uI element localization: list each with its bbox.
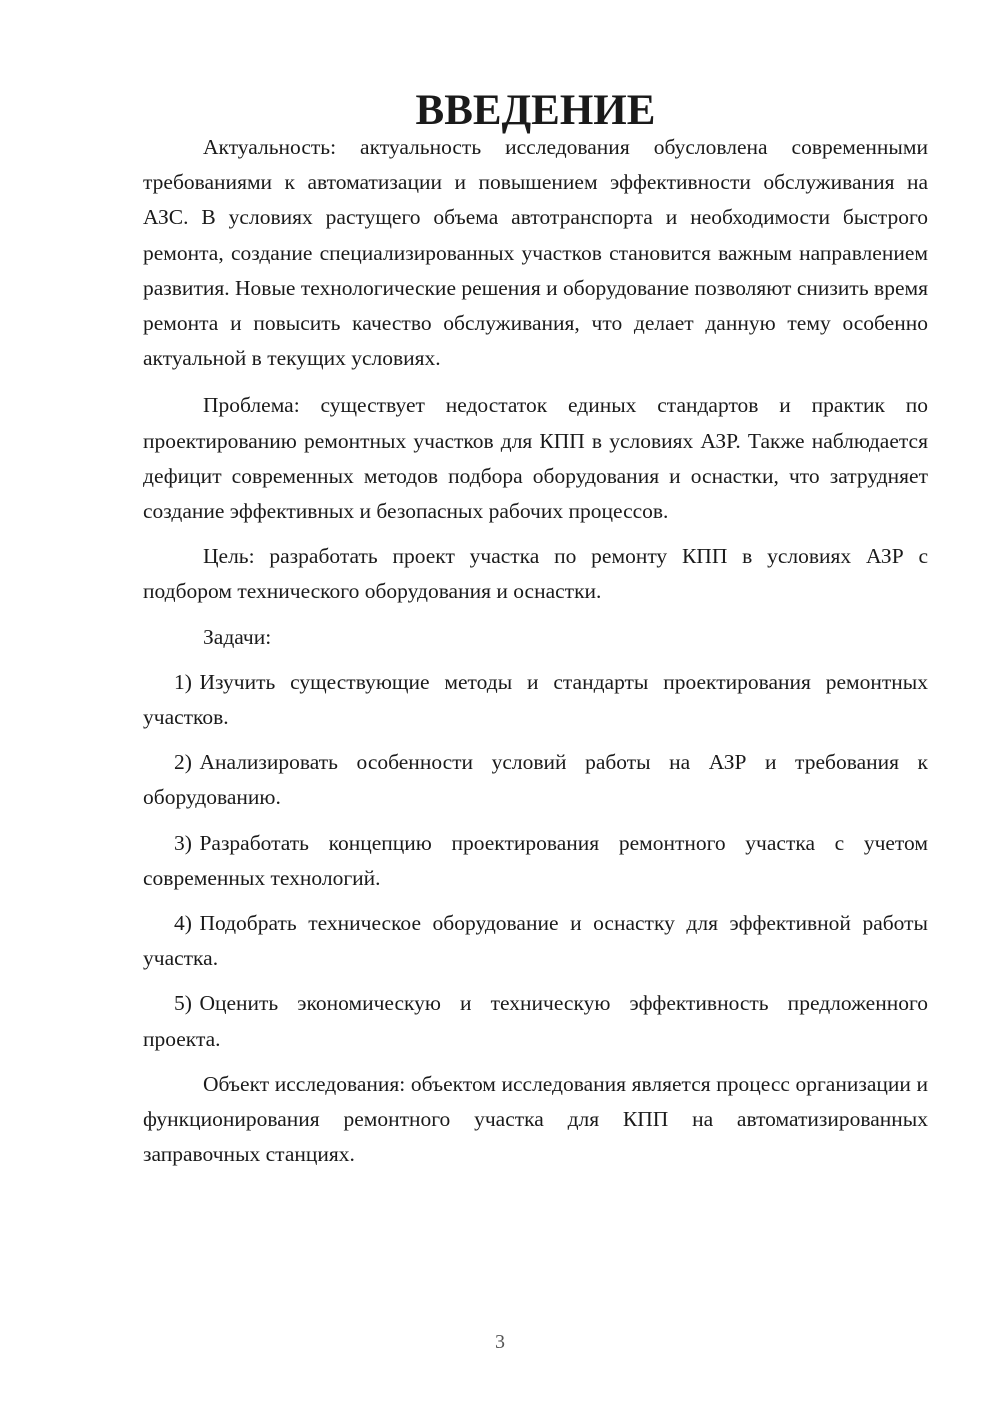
tasks-list (143, 665, 928, 1057)
list-item (143, 745, 928, 815)
tasks-heading: Задачи: (203, 624, 272, 649)
page-content (143, 87, 928, 1172)
task-text: Анализировать особенности условий работы на АЗР и требования к оборудованию. (143, 750, 928, 810)
task-text: Изучить существующие методы и стандарты проектирования ремонтных участков. (143, 669, 928, 730)
task-text: Оценить экономическую и техническую эффективность предложенного проекта. (143, 991, 928, 1051)
page-title: ВВЕДЕНИЕ (415, 87, 656, 134)
goal-paragraph: Цель: разработать проект участка по ремонту КПП в условиях АЗР с подбором технического оборудования и оснастки. (143, 544, 928, 604)
task-text: Разработать концепцию проектирования ремонтного участка с учетом современных технологий. (143, 830, 928, 890)
list-item (143, 826, 928, 896)
task-text: Подобрать техническое оборудование и оснастку для эффективной работы участка. (143, 911, 928, 971)
task-number: 3) (174, 830, 192, 855)
task-number: 5) (174, 991, 192, 1016)
list-item (143, 906, 928, 976)
object-paragraph: Объект исследования: объектом исследования является процесс организации и функционирования ремонтного участка для КПП на автоматизированных заправочных станциях. (143, 1071, 928, 1167)
page-number: 3 (495, 1331, 505, 1353)
relevance-paragraph: Актуальность: актуальность исследования обусловлена современными требованиями к автоматизации и повышением эффективности обслуживания на АЗС. В условиях растущего объема автотранспорта и необходимости быстрого ремонта, создание специализированных участков становится важным направлением развития. Новые технологические решения и оборудование позволяют снизить время ремонта и повысить качество обслуживания, что делает данную тему особенно актуальной в текущих условиях. (143, 135, 928, 371)
list-item (143, 665, 928, 735)
task-number: 2) (174, 750, 192, 775)
list-item (143, 986, 928, 1056)
problem-paragraph: Проблема: существует недостаток единых стандартов и практик по проектированию ремонтных участков для КПП в условиях АЗР. Также наблюдается дефицит современных методов подбора оборудования и оснастки, что затрудняет создание эффективных и безопасных рабочих процессов. (143, 393, 928, 524)
task-number: 1) (174, 669, 192, 694)
task-number: 4) (174, 911, 192, 936)
